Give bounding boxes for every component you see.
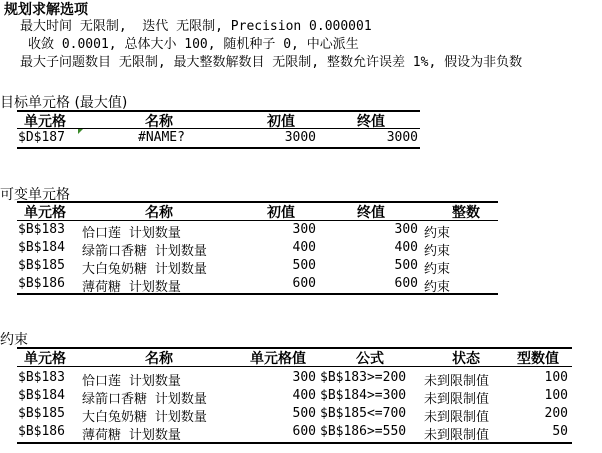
variables-header-integer: 整数 [452,205,480,221]
table-row-name: 薄荷糖 计划数量 [82,428,181,443]
objective-header-name: 名称 [145,114,173,130]
table-row-final: 500 [394,258,418,273]
constraints-bottom-rule [17,442,572,444]
table-row-cell: $B$183 [18,222,65,237]
table-row-cell: $B$184 [18,240,65,255]
table-row-name: 绿箭口香糖 计划数量 [82,244,207,259]
variables-header-cell: 单元格 [24,205,66,221]
table-row-formula: $B$186>=550 [320,424,407,439]
constraints-section-title: 约束 [0,332,28,348]
table-row-slack: 100 [544,370,568,385]
objective-bottom-rule [17,147,420,149]
table-row-value: 300 [292,370,316,385]
table-row-final: 600 [394,276,418,291]
options-line-3: 最大子问题数目 无限制, 最大整数解数目 无限制, 整数允许误差 1%, 假设为非负数 [20,55,523,70]
table-row-initial: 300 [292,222,316,237]
objective-header-final: 终值 [357,114,385,130]
cell-error-indicator-icon [78,129,83,134]
table-row-cell: $B$185 [18,406,65,421]
table-row-cell: $B$183 [18,370,65,385]
table-row-final: 400 [394,240,418,255]
variables-bottom-rule [17,293,498,295]
constraints-header-slack: 型数值 [517,351,559,367]
constraints-header-cell: 单元格 [24,351,66,367]
table-row-value: 600 [292,424,316,439]
objective-section-title: 目标单元格 (最大值) [0,95,128,111]
table-row-name: 薄荷糖 计划数量 [82,280,181,295]
table-row-slack: 50 [552,424,568,439]
objective-row-final: 3000 [386,130,418,145]
variables-section-title: 可变单元格 [0,187,70,203]
table-row-name: 大白兔奶糖 计划数量 [82,410,207,425]
constraints-header-status: 状态 [452,351,480,367]
variables-header-rule [17,220,498,221]
variables-header-name: 名称 [145,205,173,221]
objective-row-initial: 3000 [284,130,316,145]
table-row-formula: $B$185<=700 [320,406,407,421]
table-row-integer: 约束 [424,226,451,241]
table-row-cell: $B$186 [18,424,65,439]
table-row-initial: 400 [292,240,316,255]
variables-header-initial: 初值 [267,205,295,221]
objective-header-cell: 单元格 [24,114,66,130]
table-row-integer: 约束 [424,262,451,277]
table-row-cell: $B$185 [18,258,65,273]
constraints-header-rule [17,366,572,367]
table-row-slack: 200 [544,406,568,421]
objective-row-name: #NAME? [138,130,185,145]
options-line-1: 最大时间 无限制, 迭代 无限制, Precision 0.000001 [20,19,372,34]
table-row-formula: $B$184>=300 [320,388,407,403]
options-line-2: 收敛 0.0001, 总体大小 100, 随机种子 0, 中心派生 [28,37,359,52]
table-row-value: 500 [292,406,316,421]
constraints-header-name: 名称 [145,351,173,367]
table-row-slack: 100 [544,388,568,403]
table-row-status: 未到限制值 [424,428,490,443]
table-row-name: 大白兔奶糖 计划数量 [82,262,207,277]
table-row-cell: $B$186 [18,276,65,291]
table-row-value: 400 [292,388,316,403]
table-row-integer: 约束 [424,244,451,259]
objective-row-cell: $D$187 [18,130,65,145]
table-row-initial: 500 [292,258,316,273]
table-row-status: 未到限制值 [424,410,490,425]
constraints-header-value: 单元格值 [250,351,306,367]
constraints-header-formula: 公式 [356,351,384,367]
options-title: 规划求解选项 [4,2,88,18]
table-row-final: 300 [394,222,418,237]
objective-header-initial: 初值 [267,114,295,130]
table-row-cell: $B$184 [18,388,65,403]
table-row-integer: 约束 [424,280,451,295]
table-row-initial: 600 [292,276,316,291]
table-row-name: 恰口莲 计划数量 [82,374,181,389]
table-row-name: 绿箭口香糖 计划数量 [82,392,207,407]
table-row-status: 未到限制值 [424,374,490,389]
table-row-status: 未到限制值 [424,392,490,407]
variables-top-rule [17,201,498,203]
table-row-formula: $B$183>=200 [320,370,407,385]
table-row-name: 恰口莲 计划数量 [82,226,181,241]
variables-header-final: 终值 [357,205,385,221]
